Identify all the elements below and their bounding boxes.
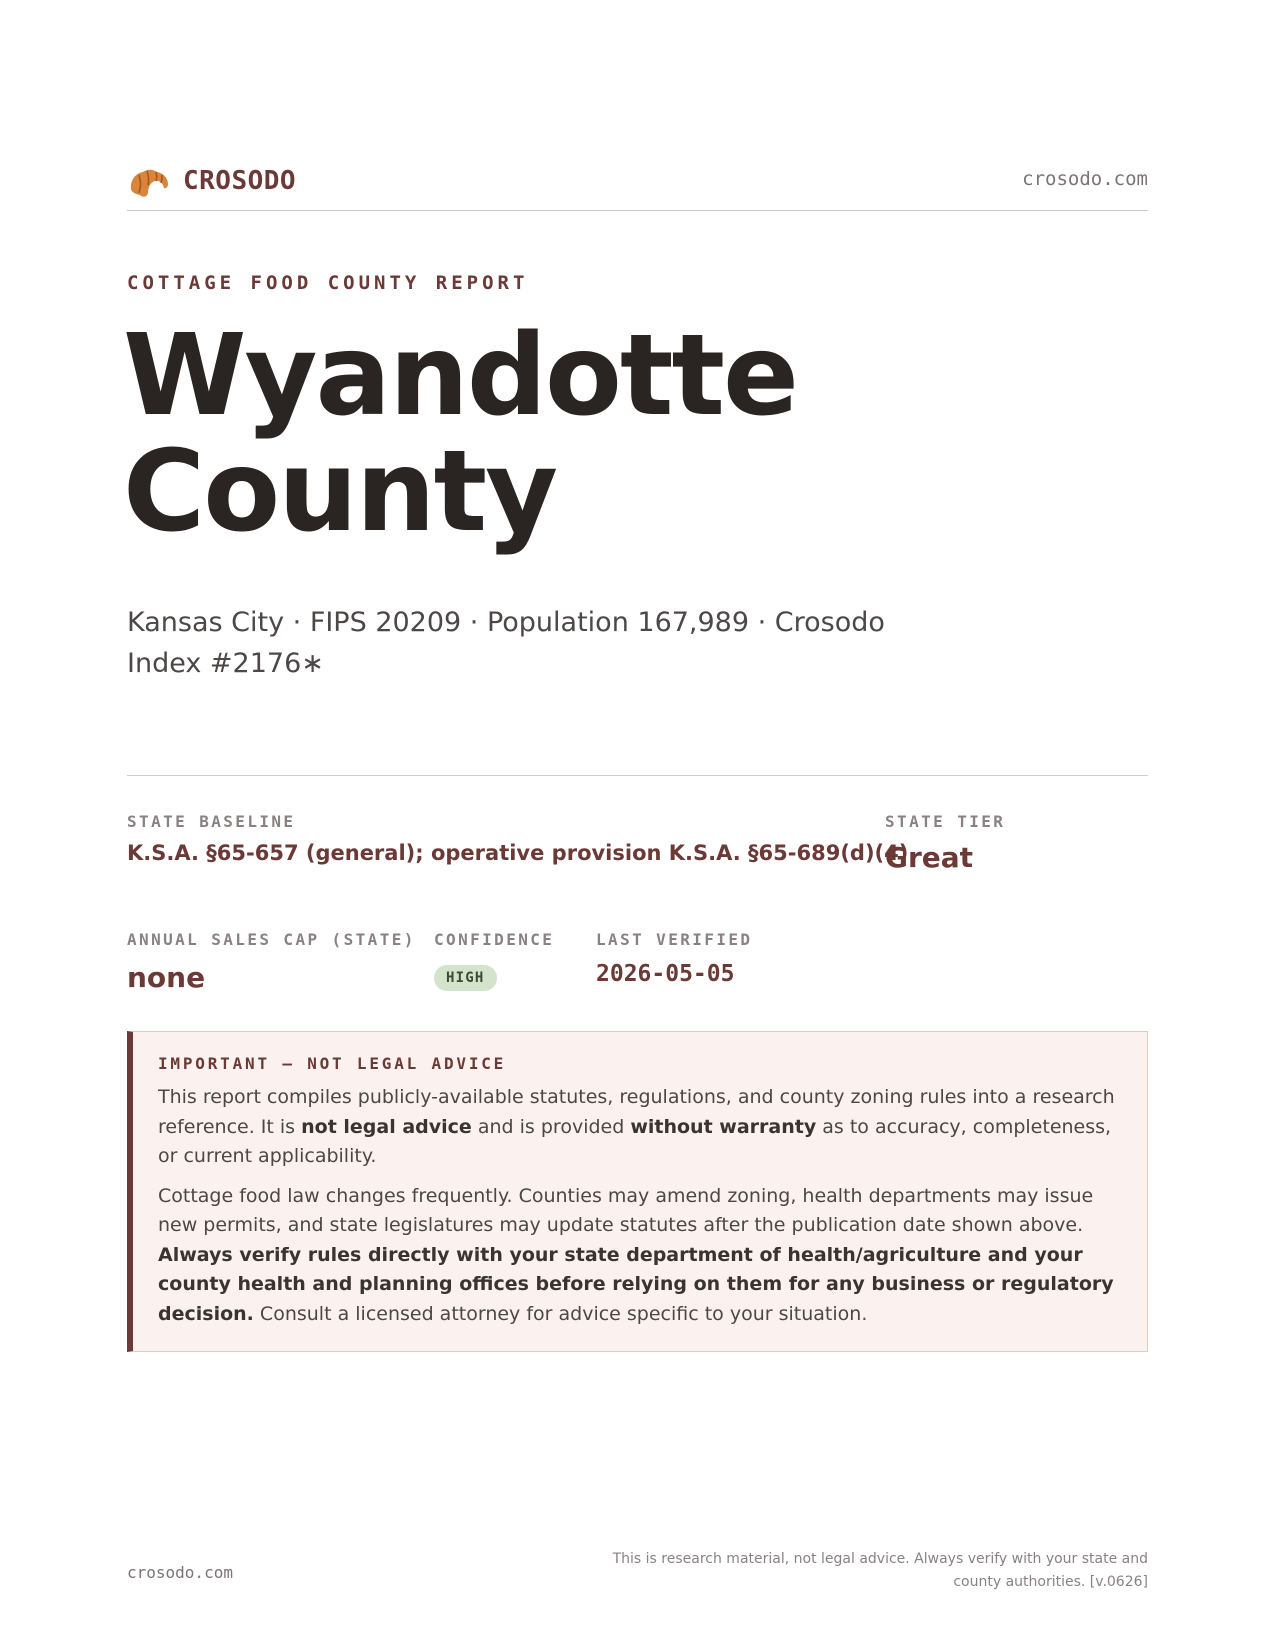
last-verified-label: LAST VERIFIED <box>596 930 753 949</box>
county-title <box>123 311 798 557</box>
confidence-label: CONFIDENCE <box>434 930 555 949</box>
header-url: crosodo.com <box>1022 168 1148 190</box>
brand <box>127 162 296 200</box>
footer-disclaimer: This is research material, not legal advice. Always verify with your state and county authorities. [v.0626] <box>612 1551 1148 1590</box>
legal-notice <box>127 1031 1148 1352</box>
legal-notice-paragraph-1 <box>158 1083 1121 1172</box>
report-eyebrow: COTTAGE FOOD COUNTY REPORT <box>127 272 529 294</box>
state-tier-value: Great <box>885 841 974 874</box>
state-baseline-label: STATE BASELINE <box>127 812 296 831</box>
notice-text: This report compiles publicly-available statutes, regulations, and county zoning rules into a research reference. It is <box>158 1086 1115 1138</box>
croissant-icon <box>127 162 171 200</box>
notice-text: Consult a licensed attorney for advice specific to your situation. <box>253 1302 868 1325</box>
legal-notice-title: IMPORTANT — NOT LEGAL ADVICE <box>158 1054 507 1073</box>
sales-cap-field <box>127 930 416 994</box>
notice-text: as to accuracy, completeness, or current applicability. <box>158 1115 1112 1167</box>
legal-notice-paragraph-2 <box>158 1182 1121 1330</box>
county-title-line-2: County <box>123 427 557 557</box>
notice-emphasis: Always verify rules directly with your state department of health/agriculture and your county health and planning offices before relying on them for any business or regulatory decision. <box>158 1243 1114 1325</box>
brand-name: CROSODO <box>183 166 297 196</box>
sales-cap-label: ANNUAL SALES CAP (STATE) <box>127 930 416 949</box>
section-divider <box>127 775 1148 776</box>
confidence-field <box>434 930 554 991</box>
notice-emphasis: without warranty <box>630 1115 817 1138</box>
state-tier-field <box>885 812 1005 874</box>
report-page <box>123 0 1148 1650</box>
state-baseline-value: K.S.A. §65-657 (general); operative provision K.S.A. §65-689(d)(4) <box>127 841 909 865</box>
last-verified-field <box>596 930 752 987</box>
county-title-line-1: Wyandotte <box>123 311 798 441</box>
footer-url: crosodo.com <box>127 1563 233 1582</box>
notice-text: Cottage food law changes frequently. Counties may amend zoning, health departments may issue new permits, and state legislatures may update statutes after the publication date shown above. <box>158 1184 1094 1236</box>
last-verified-value: 2026-05-05 <box>596 961 735 987</box>
county-subtitle: Kansas City · FIPS 20209 · Population 167,989 · Crosodo Index #2176∗ <box>127 607 885 679</box>
page-header <box>127 158 1148 211</box>
state-baseline-field <box>127 812 908 865</box>
notice-text: and is provided <box>471 1115 631 1138</box>
notice-emphasis: not legal advice <box>301 1115 472 1138</box>
confidence-badge: HIGH <box>434 965 497 991</box>
sales-cap-value: none <box>127 961 206 994</box>
state-tier-label: STATE TIER <box>885 812 1006 831</box>
